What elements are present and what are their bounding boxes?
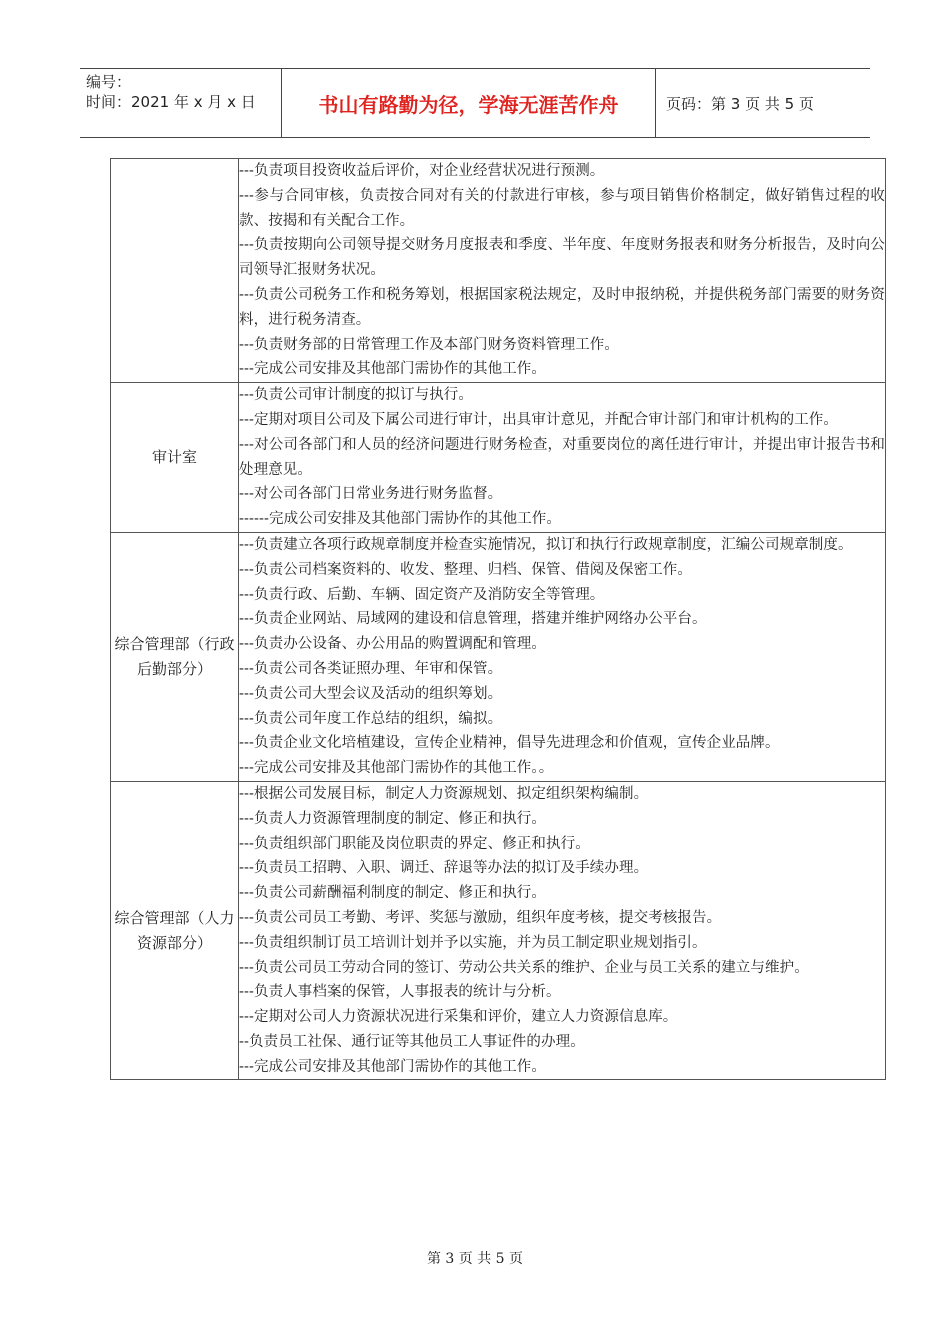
duty-item: ---负责按期向公司领导提交财务月度报表和季度、半年度、年度财务报表和财务分析报告，及时向公司领导汇报财务状况。	[239, 237, 885, 279]
page-footer: 第 3 页 共 5 页	[426, 1251, 524, 1267]
duty-item: ------完成公司安排及其他部门需协作的其他工作。	[239, 511, 561, 528]
duty-item: ---负责公司审计制度的拟订与执行。	[239, 387, 473, 404]
duty-item: ---负责企业网站、局域网的建设和信息管理，搭建并维护网络办公平台。	[239, 611, 707, 628]
duty-item: ---负责公司员工劳动合同的签订、劳动公共关系的维护、企业与员工关系的建立与维护。	[239, 959, 809, 976]
duty-item: ---负责人事档案的保管，人事报表的统计与分析。	[239, 984, 561, 1001]
department-name-cell: 综合管理部（行政后勤部分）	[111, 532, 239, 781]
duty-item: ---负责建立各项行政规章制度并检查实施情况，拟订和执行行政规章制度，汇编公司规章制度。	[239, 536, 853, 553]
duty-item: ---完成公司安排及其他部门需协作的其他工作。	[239, 1058, 546, 1075]
department-name-cell	[111, 159, 239, 383]
duty-item: ---负责公司税务工作和税务筹划，根据国家税法规定，及时申报纳税，并提供税务部门需要的财务资料，进行税务清查。	[239, 286, 885, 328]
duty-item: ---负责企业文化培植建设，宣传企业精神，倡导先进理念和价值观，宣传企业品牌。	[239, 735, 780, 752]
table-row	[111, 383, 886, 533]
duty-item: ---负责员工招聘、入职、调迁、辞退等办法的拟订及手续办理。	[239, 860, 649, 877]
duty-item: ---负责公司员工考勤、考评、奖惩与激励，组织年度考核，提交考核报告。	[239, 909, 722, 926]
duty-item: ---定期对公司人力资源状况进行采集和评价，建立人力资源信息库。	[239, 1009, 678, 1026]
department-name-cell: 综合管理部（人力资源部分）	[111, 781, 239, 1080]
duty-item: ---负责行政、后勤、车辆、固定资产及消防安全等管理。	[239, 586, 605, 603]
duty-item: ---对公司各部门日常业务进行财务监督。	[239, 486, 503, 503]
duty-item: ---负责财务部的日常管理工作及本部门财务资料管理工作。	[239, 336, 619, 353]
duty-item: ---负责办公设备、办公用品的购置调配和管理。	[239, 636, 546, 653]
document-date-label: 时间：2021 年 x 月 x 日	[86, 93, 256, 111]
department-duties-table	[110, 158, 886, 1080]
table-row	[111, 159, 886, 383]
duty-item: ---负责组织部门职能及岗位职责的界定、修正和执行。	[239, 835, 590, 852]
duty-item: ---定期对项目公司及下属公司进行审计，出具审计意见，并配合审计部门和审计机构的工作。	[239, 411, 838, 428]
header-page-info: 页码：第 3 页 共 5 页	[666, 94, 814, 113]
duty-item: ---负责组织制订员工培训计划并予以实施，并为员工制定职业规划指引。	[239, 934, 707, 951]
header-meta	[80, 69, 280, 137]
duties-cell	[239, 532, 886, 781]
duty-item: ---负责人力资源管理制度的制定、修正和执行。	[239, 810, 546, 827]
duty-item: ---负责公司年度工作总结的组织，编拟。	[239, 710, 503, 727]
duty-item: ---参与合同审核，负责按合同对有关的付款进行审核，参与项目销售价格制定，做好销售过程的收款、按揭和有关配合工作。	[239, 187, 885, 229]
document-header	[80, 68, 870, 138]
duty-item: ---负责公司大型会议及活动的组织筹划。	[239, 685, 503, 702]
duties-cell	[239, 159, 886, 383]
duty-item: ---根据公司发展目标，制定人力资源规划、拟定组织架构编制。	[239, 785, 649, 802]
document-number-label: 编号：	[86, 73, 132, 91]
duty-item: ---对公司各部门和人员的经济问题进行财务检查，对重要岗位的离任进行审计，并提出审计报告书和处理意见。	[239, 436, 885, 478]
duties-cell	[239, 383, 886, 533]
duty-item: ---负责项目投资收益后评价，对企业经营状况进行预测。	[239, 163, 605, 179]
duty-item: ---负责公司档案资料的、收发、整理、归档、保管、借阅及保密工作。	[239, 561, 692, 578]
department-name-cell: 审计室	[111, 383, 239, 533]
table-row	[111, 532, 886, 781]
header-motto: 书山有路勤为径，学海无涯苦作舟	[281, 69, 656, 137]
table-row	[111, 781, 886, 1080]
duty-item: ---完成公司安排及其他部门需协作的其他工作。。	[239, 760, 554, 777]
duty-item: --负责员工社保、通行证等其他员工人事证件的办理。	[239, 1033, 585, 1050]
duty-item: ---负责公司薪酬福利制度的制定、修正和执行。	[239, 885, 546, 902]
duty-item: ---负责公司各类证照办理、年审和保管。	[239, 660, 503, 677]
duties-cell	[239, 781, 886, 1080]
duty-item: ---完成公司安排及其他部门需协作的其他工作。	[239, 361, 546, 378]
